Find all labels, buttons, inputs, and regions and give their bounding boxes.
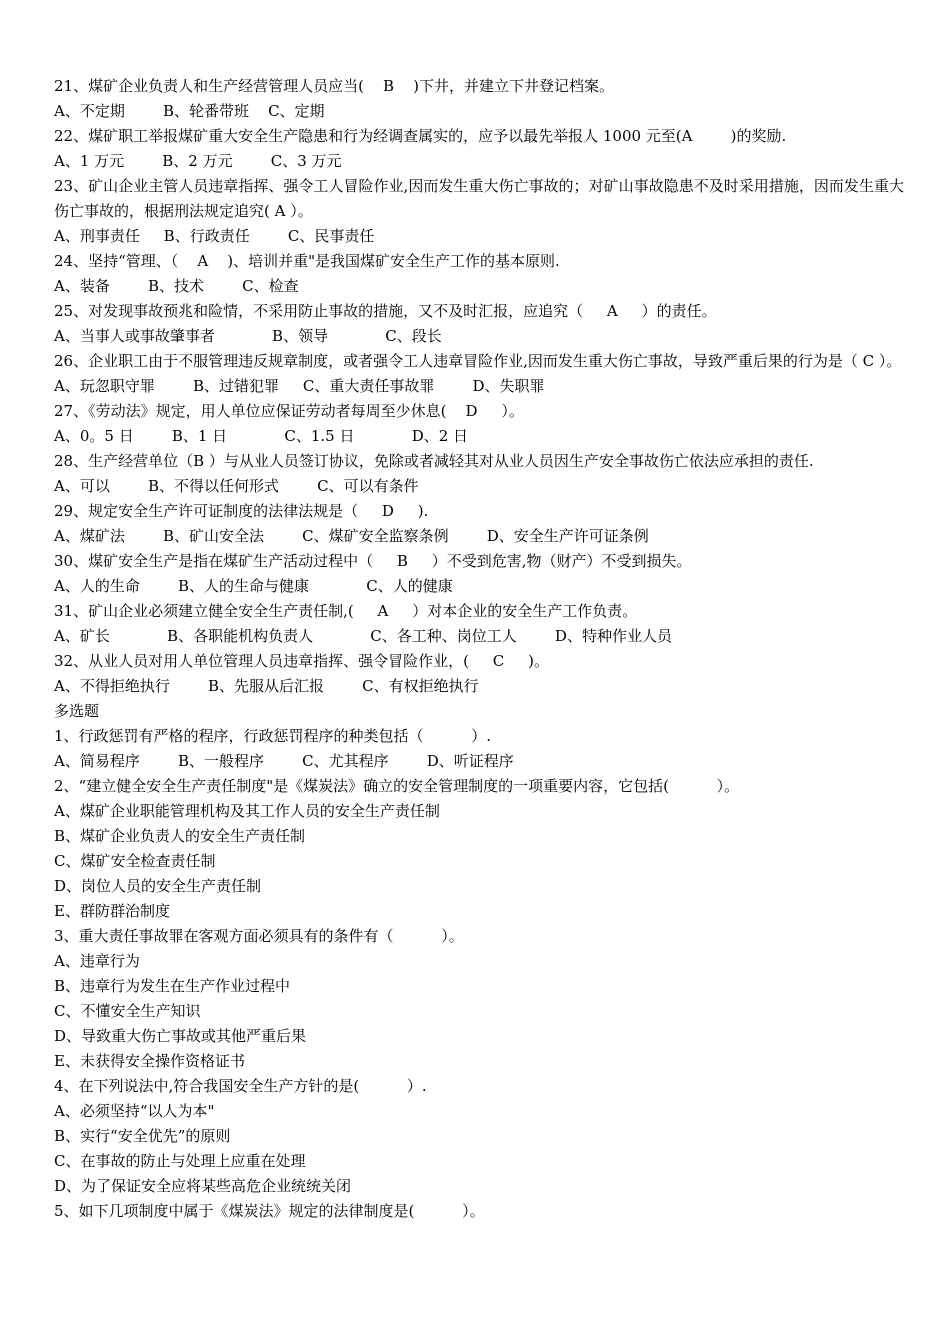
question-29: 29、规定安全生产许可证制度的法律法规是（ D ). <box>54 502 429 520</box>
question-30: 30、煤矿安全生产是指在煤矿生产活动过程中（ B ）不受到危害,物（财产）不受到损失。 <box>54 552 692 570</box>
mc-question-4-option-b: B、实行“安全优先”的原则 <box>54 1127 231 1145</box>
mc-question-4-option-c: C、在事故的防止与处理上应重在处理 <box>54 1152 306 1170</box>
mc-question-3: 3、重大责任事故罪在客观方面必须具有的条件有（ ）。 <box>54 927 464 945</box>
question-25: 25、对发现事故预兆和险情，不采用防止事故的措施，又不及时汇报，应追究（ A ）的责任。 <box>54 302 717 320</box>
question-31-options: A、矿长 B、各职能机构负责人 C、各工种、岗位工人 D、特种作业人员 <box>54 627 672 645</box>
mc-question-4-option-a: A、必须坚持“以人为本" <box>54 1102 215 1120</box>
section-heading-multiple-choice: 多选题 <box>54 702 100 720</box>
mc-question-1: 1、行政惩罚有严格的程序，行政惩罚程序的种类包括（ ）. <box>54 727 491 745</box>
question-22-options: A、1 万元 B、2 万元 C、3 万元 <box>54 152 342 170</box>
question-31: 31、矿山企业必须建立健全安全生产责任制,( A ）对本企业的安全生产工作负责。 <box>54 602 638 620</box>
mc-question-2-option-d: D、岗位人员的安全生产责任制 <box>54 877 262 895</box>
question-22: 22、煤矿职工举报煤矿重大安全生产隐患和行为经调查属实的，应予以最先举报人 1000 元至(A )的奖励. <box>54 127 787 145</box>
question-21-options: A、不定期 B、轮番带班 C、定期 <box>54 102 325 120</box>
question-21: 21、煤矿企业负责人和生产经营管理人员应当( B )下井，并建立下井登记档案。 <box>54 77 614 95</box>
question-28-options: A、可以 B、不得以任何形式 C、可以有条件 <box>54 477 419 495</box>
question-29-options: A、煤矿法 B、矿山安全法 C、煤矿安全监察条例 D、安全生产许可证条例 <box>54 527 649 545</box>
mc-question-1-options: A、简易程序 B、一般程序 C、尤其程序 D、听证程序 <box>54 752 514 770</box>
mc-question-2-option-e: E、群防群治制度 <box>54 902 170 920</box>
question-27: 27、《劳动法》规定，用人单位应保证劳动者每周至少休息( D ）。 <box>54 402 524 420</box>
mc-question-3-option-b: B、违章行为发生在生产作业过程中 <box>54 977 291 995</box>
mc-question-3-option-a: A、违章行为 <box>54 952 140 970</box>
mc-question-3-option-c: C、不懂安全生产知识 <box>54 1002 201 1020</box>
mc-question-2-option-a: A、煤矿企业职能管理机构及其工作人员的安全生产责任制 <box>54 802 440 820</box>
question-26: 26、企业职工由于不服管理违反规章制度，或者强令工人违章冒险作业,因而发生重大伤亡事故，导致严重后果的行为是（ C ）。 <box>54 352 902 370</box>
mc-question-4-option-d: D、为了保证安全应将某些高危企业统统关闭 <box>54 1177 352 1195</box>
question-24: 24、坚持“管理、（ A )、培训并重"是我国煤矿安全生产工作的基本原则. <box>54 252 560 270</box>
mc-question-2-option-c: C、煤矿安全检查责任制 <box>54 852 216 870</box>
mc-question-3-option-d: D、导致重大伤亡事故或其他严重后果 <box>54 1027 307 1045</box>
document-page <box>54 74 904 1224</box>
question-25-options: A、当事人或事故肇事者 B、领导 C、段长 <box>54 327 442 345</box>
mc-question-5: 5、如下几项制度中属于《煤炭法》规定的法律制度是( ）。 <box>54 1202 485 1220</box>
question-27-options: A、0。5 日 B、1 日 C、1.5 日 D、2 日 <box>54 427 469 445</box>
question-23: 23、矿山企业主管人员违章指挥、强令工人冒险作业,因而发生重大伤亡事故的；对矿山事故隐患不及时采用措施，因而发生重大伤亡事故的，根据刑法规定追究( A ）。 <box>54 177 904 220</box>
question-23-options: A、刑事责任 B、行政责任 C、民事责任 <box>54 227 375 245</box>
question-24-options: A、装备 B、技术 C、检查 <box>54 277 299 295</box>
question-28: 28、生产经营单位（B ）与从业人员签订协议，免除或者减轻其对从业人员因生产安全事故伤亡依法应承担的责任. <box>54 452 814 470</box>
question-26-options: A、玩忽职守罪 B、过错犯罪 C、重大责任事故罪 D、失职罪 <box>54 377 545 395</box>
question-32: 32、从业人员对用人单位管理人员违章指挥、强令冒险作业，( C )。 <box>54 652 549 670</box>
mc-question-3-option-e: E、未获得安全操作资格证书 <box>54 1052 245 1070</box>
question-30-options: A、人的生命 B、人的生命与健康 C、人的健康 <box>54 577 453 595</box>
mc-question-2: 2、“建立健全安全生产责任制度"是《煤炭法》确立的安全管理制度的一项重要内容，它包括( ）。 <box>54 777 740 795</box>
question-32-options: A、不得拒绝执行 B、先服从后汇报 C、有权拒绝执行 <box>54 677 479 695</box>
mc-question-4: 4、在下列说法中,符合我国安全生产方针的是( ）. <box>54 1077 427 1095</box>
mc-question-2-option-b: B、煤矿企业负责人的安全生产责任制 <box>54 827 306 845</box>
